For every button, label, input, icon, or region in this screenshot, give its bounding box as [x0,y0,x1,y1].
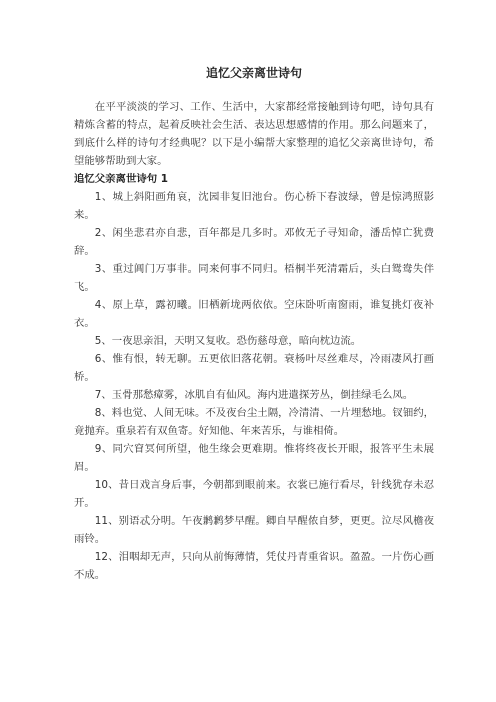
poem-item: 8、料也觉、人间无味。不及夜台尘土隔，冷清清、一片埋愁地。钗钿约，竟抛弃。重泉若有双鱼寄。好知他、年来苦乐，与谁相倚。 [74,407,434,437]
poem-item: 12、泪咽却无声，只向从前悔薄情，凭仗丹青重省识。盈盈。一片伤心画不成。 [74,551,434,581]
poem-item: 4、原上草，露初曦。旧栖新垅两依依。空床卧听南窗雨，谁复挑灯夜补衣。 [74,299,434,329]
poem-item: 5、一夜思亲泪，天明又复收。恐伤慈母意，暗向枕边流。 [94,335,362,347]
poem-item: 11、别语忒分明。午夜鹣鹣梦早醒。卿自早醒侬自梦，更更。泣尽风檐夜雨铃。 [74,515,434,545]
document-title: 追忆父亲离世诗句 [205,66,302,80]
document-page [74,64,434,584]
poem-item: 6、惟有恨，转无聊。五更依旧落花朝。衰杨叶尽丝难尽，冷雨凄风打画桥。 [74,353,434,383]
intro-paragraph: 在平平淡淡的学习、工作、生活中，大家都经常接触到诗句吧，诗句具有精炼含蓄的特点，起着反映社会生活、表达思想感情的作用。那么问题来了，到底什么样的诗句才经典呢？以下是小编帮大家整理的追忆父亲离世诗句，希望能够帮助到大家。 [74,101,434,167]
poem-item: 2、闲坐悲君亦自悲，百年都是几多时。邓攸无子寻知命，潘岳悼亡犹费辞。 [74,227,434,257]
poem-item: 1、城上斜阳画角哀，沈园非复旧池台。伤心桥下春波绿，曾是惊鸿照影来。 [74,191,434,221]
poem-list [74,188,434,584]
poem-item: 7、玉骨那愁瘴雾，冰肌自有仙风。海内进遣探芳丛，倒挂绿毛么凤。 [94,389,414,401]
poem-item: 10、昔日戏言身后事，今朝都到眼前来。衣裳已施行看尽，针线犹存未忍开。 [74,479,434,509]
section-heading: 追忆父亲离世诗句 1 [74,173,168,185]
poem-item: 9、同穴窅冥何所望，他生缘会更难期。惟将终夜长开眼，报答平生未展眉。 [74,443,434,473]
poem-item: 3、重过阊门万事非。同来何事不同归。梧桐半死清霜后，头白鸳鸯失伴飞。 [74,263,434,293]
